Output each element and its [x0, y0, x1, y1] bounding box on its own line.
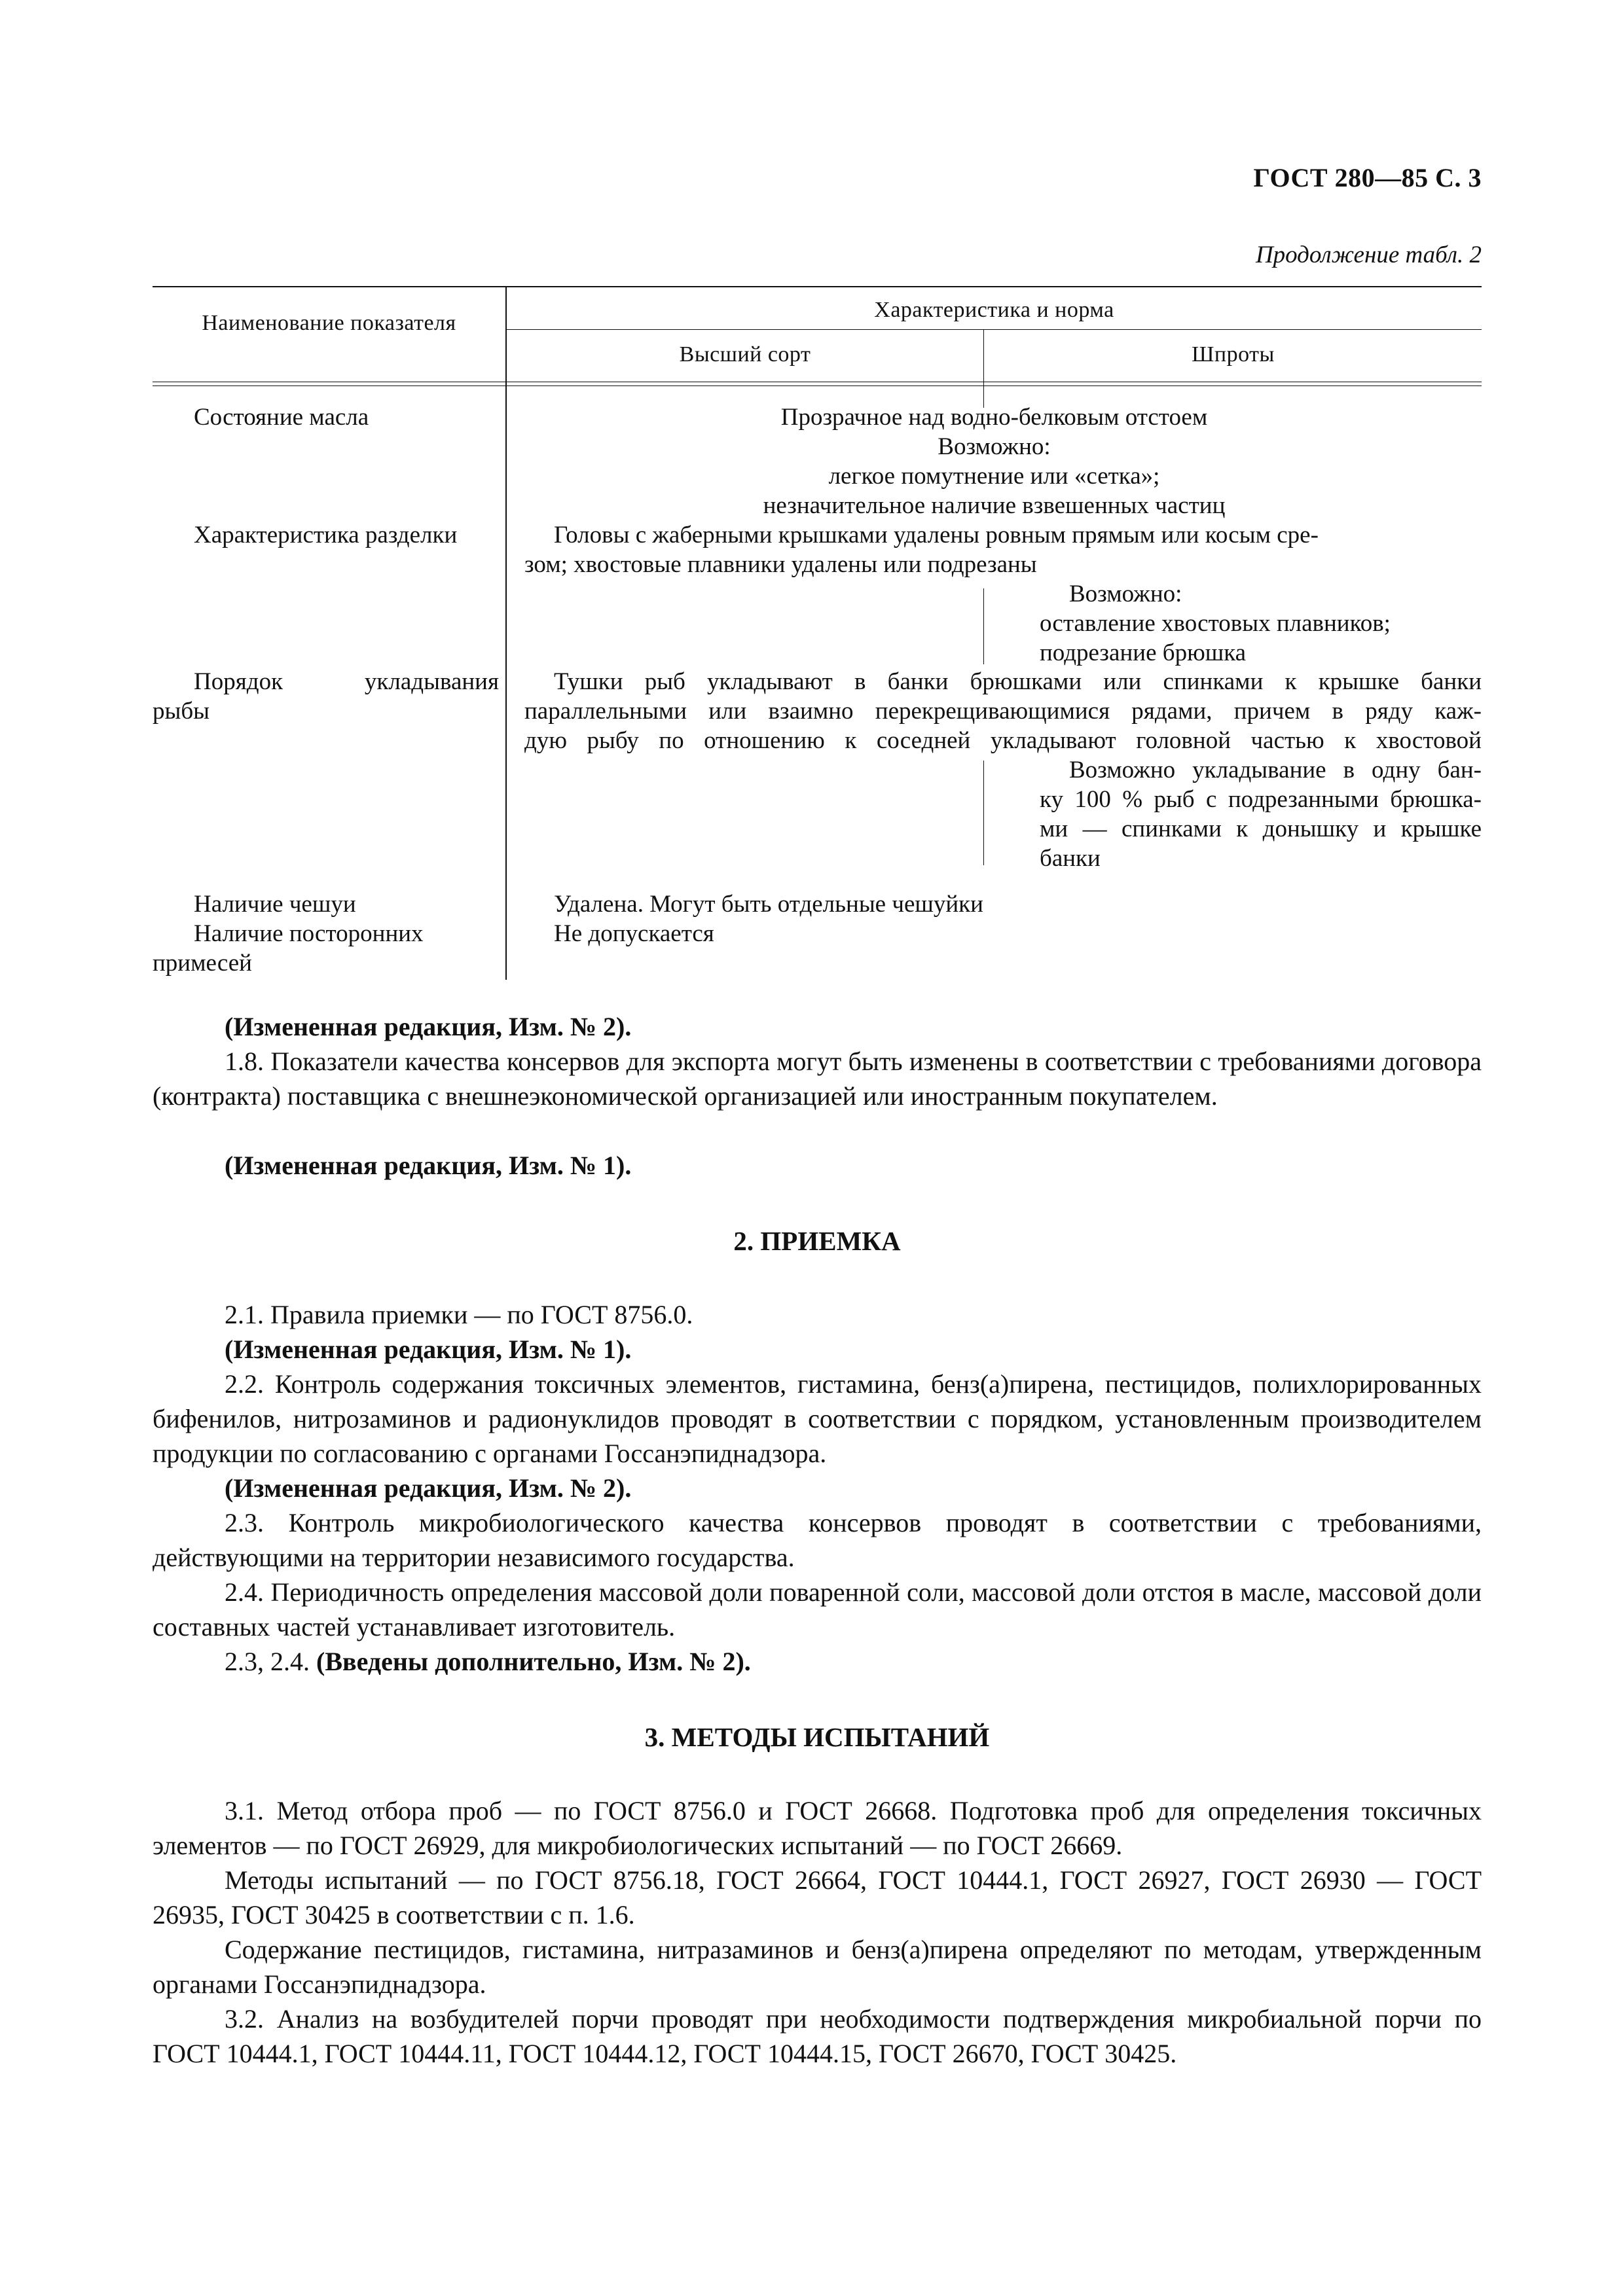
text-line: параллельными или взаимно перекрещивающимися рядами, причем в ряду каж-	[524, 698, 1482, 725]
row-name-scales: Наличие чешуи	[194, 891, 356, 918]
section-title-acceptance: 2. ПРИЕМКА	[733, 1226, 901, 1256]
header-top-grade: Высший сорт	[679, 342, 811, 367]
text-line: ми — спинками к донышку и крышке	[1040, 816, 1482, 842]
row-value-cutting	[524, 520, 1482, 579]
text-line: легкое помутнение или «сетка»;	[828, 463, 1160, 490]
name-column-rule	[505, 286, 507, 980]
paragraph-3-1-methods: Методы испытаний — по ГОСТ 8756.18, ГОСТ 26664, ГОСТ 10444.1, ГОСТ 26927, ГОСТ 26930 — ГОСТ 26935, ГОСТ 30425 в соответствии с п. 1.6.	[153, 1865, 1482, 1929]
text-fragment: 2.3, 2.4.	[225, 1647, 310, 1676]
group-header-rule	[505, 329, 1482, 330]
row-value-oil-state	[507, 403, 1482, 520]
paragraph-3-1-pesticides: Содержание пестицидов, гистамина, нитразаминов и бенз(а)пирена определяют по методам, утвержденным органами Госсанэпиднадзора.	[153, 1935, 1482, 1999]
paragraph-2-2: 2.2. Контроль содержания токсичных элементов, гистамина, бенз(а)пирена, пестицидов, полихлорированных бифенилов, нитрозаминов и радионуклидов проводят в соответствии с порядком, установленным производителем продукции по согласованию с органами Госсанэпиднадзора.	[153, 1369, 1482, 1468]
amendment-note: (Измененная редакция, Изм. № 2).	[225, 1473, 632, 1503]
paragraph-2-4: 2.4. Периодичность определения массовой доли поваренной соли, массовой доли отстоя в масле, массовой доли составных частей устанавливает изготовитель.	[153, 1577, 1482, 1641]
row-name-packing	[194, 667, 499, 696]
header-sprats: Шпроты	[1192, 342, 1275, 367]
text-line: Прозрачное над водно-белковым отстоем	[780, 404, 1208, 431]
paragraph-2-1: 2.1. Правила приемки — по ГОСТ 8756.0.	[225, 1300, 693, 1329]
text-line: подрезание брюшка	[1040, 639, 1247, 666]
row-sprats-packing	[1040, 755, 1482, 873]
amendment-note: (Введены дополнительно, Изм. № 2).	[316, 1647, 751, 1676]
text-line: зом; хвостовые плавники удалены или подрезаны	[524, 551, 1037, 578]
amendment-note: (Измененная редакция, Изм. № 1).	[225, 1151, 632, 1180]
sort-column-rule-row3	[983, 761, 984, 865]
row-value-impurities: Не допускается	[554, 920, 714, 947]
paragraph-2-3: 2.3. Контроль микробиологического качества консервов проводят в соответствии с требованиями, действующими на территории независимого государства.	[153, 1508, 1482, 1572]
text-line: оставление хвостовых плавников;	[1040, 610, 1391, 637]
quality-table	[153, 286, 1482, 980]
text-line: Головы с жаберными крышками удалены ровным прямым или косым сре-	[554, 522, 1319, 548]
text-line: Тушки рыб укладывают в банки брюшками или спинками к крышке банки	[554, 668, 1482, 695]
row-name-impurities-cont: примесей	[153, 950, 252, 977]
paragraph-1-8: 1.8. Показатели качества консервов для экспорта могут быть изменены в соответствии с требованиями договора (контракта) поставщика с внешнеэкономической организацией или иностранным покупателем.	[153, 1047, 1482, 1111]
text-line: Возможно:	[938, 433, 1051, 460]
text-line: Возможно:	[1069, 581, 1182, 607]
text-line	[194, 667, 499, 696]
text-word: укладывания	[364, 668, 499, 695]
row-name-cutting: Характеристика разделки	[194, 522, 458, 548]
text-line: дую рыбу по отношению к соседней укладывают головной частью к хвостовой	[524, 727, 1482, 754]
amendment-note: (Измененная редакция, Изм. № 2).	[225, 1012, 632, 1041]
text-line: незначительное наличие взвешенных частиц	[763, 492, 1226, 519]
amendment-note: (Измененная редакция, Изм. № 1).	[225, 1335, 632, 1364]
paragraph-3-2: 3.2. Анализ на возбудителей порчи проводят при необходимости подтверждения микробиальной порчи по ГОСТ 10444.1, ГОСТ 10444.11, ГОСТ 10444.12, ГОСТ 10444.15, ГОСТ 26670, ГОСТ 30425.	[153, 2004, 1482, 2068]
table-top-rule	[153, 286, 1482, 287]
paragraph-2-3-2-4-note	[225, 1644, 1482, 1679]
row-name-packing-cont: рыбы	[153, 698, 210, 725]
row-name-impurities: Наличие посторонних	[194, 920, 424, 947]
row-name-oil-state: Состояние масла	[194, 404, 369, 431]
sort-column-rule-header	[983, 329, 984, 408]
header-indicator-name: Наименование показателя	[202, 311, 456, 335]
section-title-test-methods: 3. МЕТОДЫ ИСПЫТАНИЙ	[644, 1722, 990, 1752]
row-value-packing	[524, 667, 1482, 755]
sort-column-rule-row2	[983, 588, 984, 664]
text-word: Порядок	[194, 668, 283, 695]
table-continuation-caption: Продолжение табл. 2	[1255, 242, 1482, 268]
text-line: банки	[1040, 845, 1101, 872]
page-header: ГОСТ 280—85 С. 3	[1253, 163, 1482, 192]
header-characteristic: Характеристика и норма	[874, 298, 1114, 322]
row-value-scales: Удалена. Могут быть отдельные чешуйки	[554, 891, 983, 918]
text-line: ку 100 % рыб с подрезанными брюшка-	[1040, 786, 1482, 813]
text-line: Возможно укладывание в одну бан-	[1069, 757, 1482, 783]
row-sprats-cutting	[1040, 579, 1391, 668]
paragraph-3-1: 3.1. Метод отбора проб — по ГОСТ 8756.0 и ГОСТ 26668. Подготовка проб для определения токсичных элементов — по ГОСТ 26929, для микробиологических испытаний — по ГОСТ 26669.	[153, 1796, 1482, 1860]
